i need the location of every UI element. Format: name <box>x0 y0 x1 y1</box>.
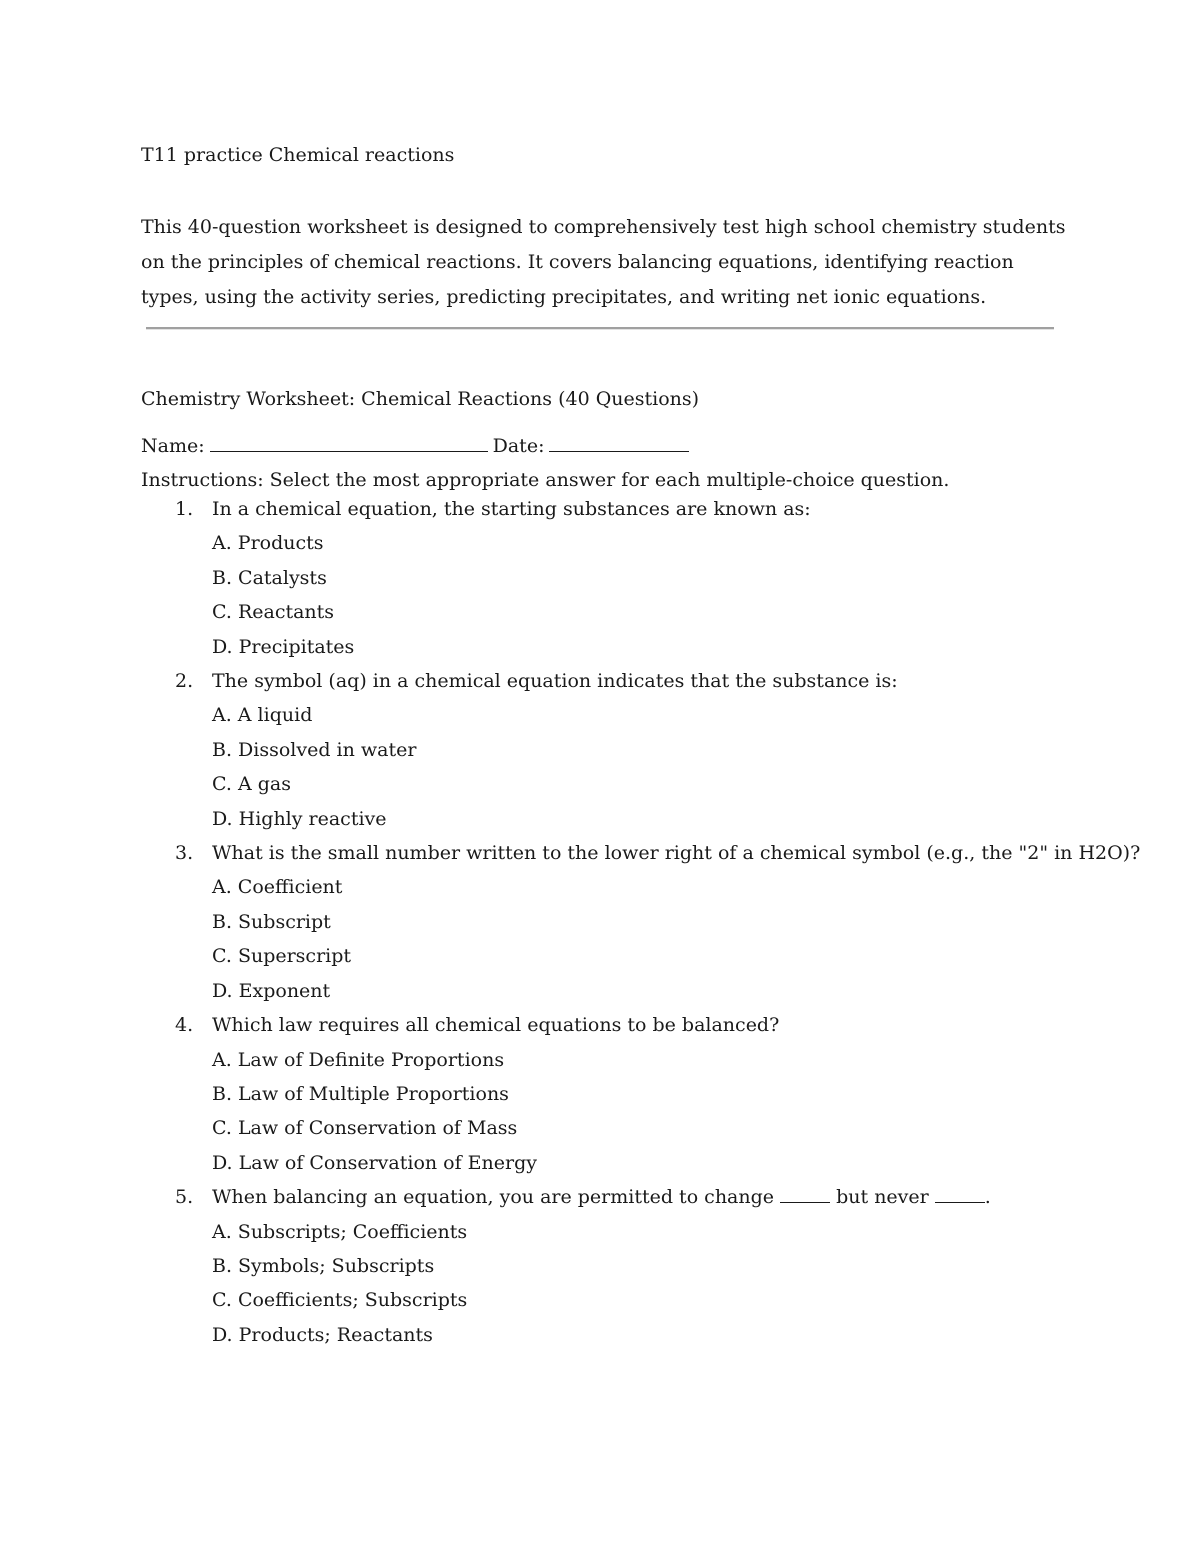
question-list <box>141 492 1141 1352</box>
date-label: Date: <box>492 435 545 457</box>
question-text <box>212 1180 1091 1214</box>
answer-option: D. Exponent <box>212 979 331 1002</box>
question-number: 5. <box>175 1186 194 1209</box>
answer-option: C. Coefficients; Subscripts <box>212 1289 468 1312</box>
answer-option: A. Subscripts; Coefficients <box>212 1220 468 1243</box>
name-blank <box>210 433 488 452</box>
question-item <box>141 1008 1091 1180</box>
worksheet-body <box>141 387 1141 1352</box>
answer-option: C. Superscript <box>212 945 352 968</box>
answer-option: A. Products <box>212 532 324 555</box>
question-text: The symbol (aq) in a chemical equation indicates that the substance is: <box>212 670 898 693</box>
question-text-part: When balancing an equation, you are permitted to change <box>212 1186 775 1209</box>
intro-paragraph: This 40-question worksheet is designed to comprehensively test high school chemistry students on the principles of chemical reactions. It covers balancing equations, identifying reaction types, using the activity series, predicting precipitates, and writing net ionic equations. <box>141 216 1066 308</box>
answer-option: D. Law of Conservation of Energy <box>212 1151 538 1174</box>
answer-option: C. Reactants <box>212 601 335 624</box>
instructions: Instructions: Select the most appropriate answer for each multiple-choice question. <box>141 469 950 491</box>
question-item <box>141 664 1091 836</box>
date-blank <box>549 433 689 452</box>
question-number: 2. <box>175 670 194 693</box>
answer-option: A. A liquid <box>212 704 313 727</box>
answer-option: B. Catalysts <box>212 566 327 589</box>
answer-option: D. Precipitates <box>212 635 355 658</box>
name-label: Name: <box>141 435 205 457</box>
question-text: What is the small number written to the lower right of a chemical symbol (e.g., the "2" in H2O)? <box>212 842 1141 865</box>
answer-option: C. A gas <box>212 773 291 796</box>
question-item <box>141 492 1091 664</box>
answer-option: A. Law of Definite Proportions <box>212 1048 505 1071</box>
question-number: 4. <box>175 1014 194 1037</box>
answer-option: B. Dissolved in water <box>212 738 417 761</box>
question-text: Which law requires all chemical equations to be balanced? <box>212 1014 780 1037</box>
question-text-part: but never <box>836 1186 929 1209</box>
worksheet-title: Chemistry Worksheet: Chemical Reactions (40 Questions) <box>141 388 700 410</box>
document-title: T11 practice Chemical reactions <box>141 144 455 166</box>
fill-in-blank <box>935 1186 985 1203</box>
fill-in-blank <box>780 1186 830 1203</box>
question-number: 3. <box>175 842 194 865</box>
answer-option: B. Subscript <box>212 910 331 933</box>
answer-option: A. Coefficient <box>212 876 343 899</box>
question-text-part: . <box>984 1186 991 1209</box>
answer-option: B. Symbols; Subscripts <box>212 1254 435 1277</box>
question-item <box>141 1180 1091 1352</box>
answer-option: D. Highly reactive <box>212 807 387 830</box>
answer-option: B. Law of Multiple Proportions <box>212 1082 509 1105</box>
answer-option: D. Products; Reactants <box>212 1323 433 1346</box>
question-number: 1. <box>175 498 194 520</box>
horizontal-divider <box>146 327 1054 330</box>
question-item <box>141 836 1141 1008</box>
question-text: In a chemical equation, the starting substances are known as: <box>212 498 811 520</box>
answer-option: C. Law of Conservation of Mass <box>212 1117 518 1140</box>
name-date-line <box>141 433 1091 458</box>
